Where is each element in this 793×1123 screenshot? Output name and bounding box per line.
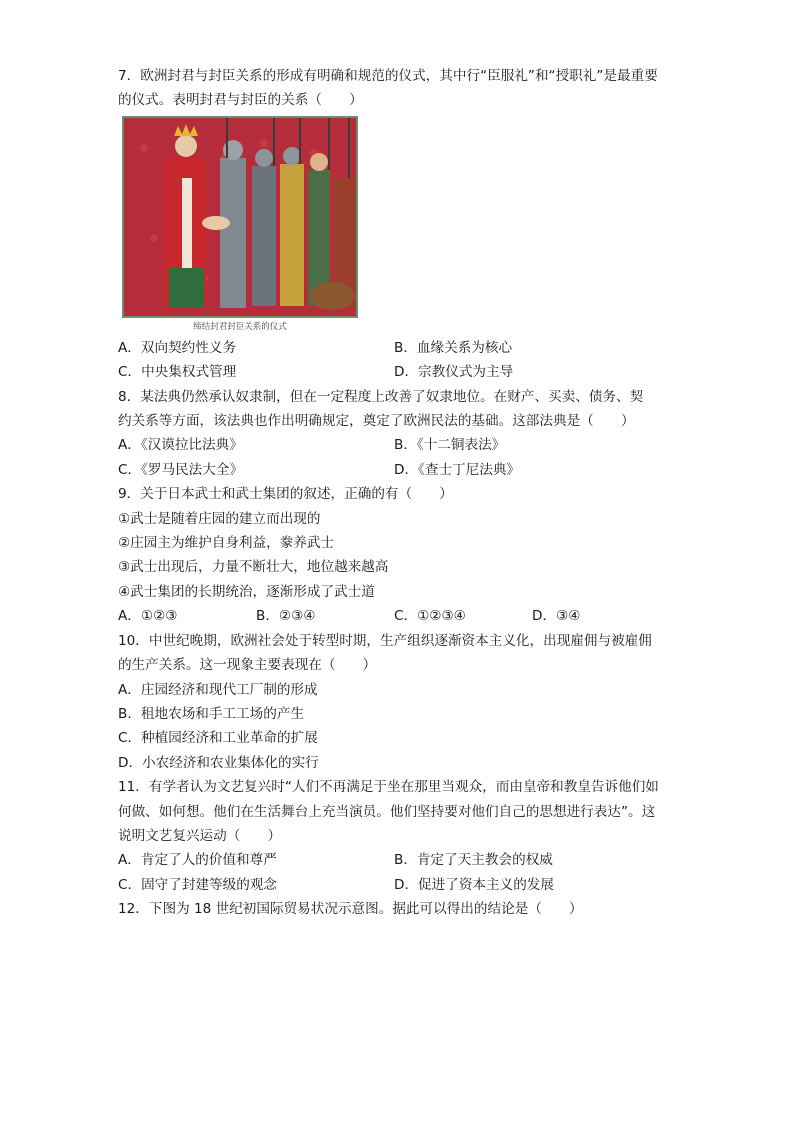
- option-b[interactable]: B．租地农场和手工工场的产生: [118, 705, 305, 722]
- question-9: [118, 482, 678, 628]
- question-8-stem-line: 8．某法典仍然承认奴隶制，但在一定程度上改善了奴隶地位。在财产、买卖、债务、契: [118, 388, 644, 405]
- option-a[interactable]: A．双向契约性义务: [118, 339, 237, 356]
- question-11: [118, 775, 678, 897]
- option-d[interactable]: D．小农经济和农业集体化的实行: [118, 754, 319, 771]
- statement-4: ④武士集团的长期统治，逐渐形成了武士道: [118, 583, 375, 600]
- figure-caption: 缔结封君封臣关系的仪式: [193, 321, 287, 332]
- option-c[interactable]: C．①②③④: [394, 608, 466, 625]
- question-7-figure: [122, 116, 358, 334]
- option-b[interactable]: B．肯定了天主教会的权威: [394, 852, 553, 869]
- exam-page: [118, 64, 678, 922]
- question-10-stem-line: 的生产关系。这一现象主要表现在（ ）: [118, 657, 377, 674]
- option-c[interactable]: C．《罗马民法大全》: [118, 461, 244, 478]
- option-c[interactable]: C．中央集权式管理: [118, 364, 237, 381]
- question-11-stem-line: 11．有学者认为文艺复兴时“人们不再满足于坐在那里当观众，而由皇帝和教皇告诉他们如: [118, 779, 659, 796]
- question-12: [118, 897, 678, 921]
- question-11-options-row: [118, 848, 678, 872]
- question-9-stem-line: 9．关于日本武士和武士集团的叙述，正确的有（ ）: [118, 486, 453, 503]
- question-7-options-row: [118, 360, 678, 384]
- question-11-stem-line: 说明文艺复兴运动（ ）: [118, 827, 282, 844]
- question-7-stem-line: 的仪式。表明封君与封臣的关系（ ）: [118, 92, 363, 109]
- question-8-options-row: [118, 433, 678, 457]
- question-7-stem-line: 7．欧洲封君与封臣关系的形成有明确和规范的仪式，其中行“臣服礼”和“授职礼”是最重要: [118, 68, 658, 84]
- ceremony-painting-illustration: [124, 118, 356, 316]
- statement-2: ②庄园主为维护自身利益，豢养武士: [118, 535, 335, 552]
- question-7-options-row: [118, 336, 678, 360]
- option-d[interactable]: D．宗教仪式为主导: [394, 364, 514, 381]
- question-8-stem-line: 约关系等方面，该法典也作出明确规定，奠定了欧洲民法的基础。这部法典是（ ）: [118, 413, 635, 430]
- ceremony-painting: [122, 116, 358, 318]
- option-a[interactable]: A．①②③: [118, 608, 178, 625]
- option-a[interactable]: A．肯定了人的价值和尊严: [118, 852, 277, 869]
- question-9-options-row: [118, 604, 678, 628]
- statement-1: ①武士是随着庄园的建立而出现的: [118, 510, 321, 527]
- question-10-stem-line: 10．中世纪晚期，欧洲社会处于转型时期，生产组织逐渐资本主义化，出现雇佣与被雇佣: [118, 632, 652, 649]
- question-11-stem-line: 何做、如何想。他们在生活舞台上充当演员。他们坚持要对他们自己的思想进行表达”。这: [118, 803, 656, 820]
- question-11-options-row: [118, 873, 678, 897]
- option-b[interactable]: B．《十二铜表法》: [394, 437, 506, 454]
- option-a[interactable]: A．《汉谟拉比法典》: [118, 437, 243, 454]
- option-b[interactable]: B．血缘关系为核心: [394, 339, 513, 356]
- option-c[interactable]: C．种植园经济和工业革命的扩展: [118, 730, 318, 747]
- question-10: [118, 629, 678, 775]
- question-12-stem-line: 12．下图为 18 世纪初国际贸易状况示意图。据此可以得出的结论是（ ）: [118, 901, 583, 918]
- option-d[interactable]: D．③④: [532, 608, 581, 625]
- option-b[interactable]: B．②③④: [256, 608, 316, 625]
- option-a[interactable]: A．庄园经济和现代工厂制的形成: [118, 681, 318, 698]
- option-d[interactable]: D．促进了资本主义的发展: [394, 876, 554, 893]
- option-c[interactable]: C．固守了封建等级的观念: [118, 876, 278, 893]
- question-8-options-row: [118, 458, 678, 482]
- statement-3: ③武士出现后，力量不断壮大，地位越来越高: [118, 559, 389, 576]
- option-d[interactable]: D．《查士丁尼法典》: [394, 461, 521, 478]
- question-8: [118, 385, 678, 483]
- question-7: [118, 64, 678, 385]
